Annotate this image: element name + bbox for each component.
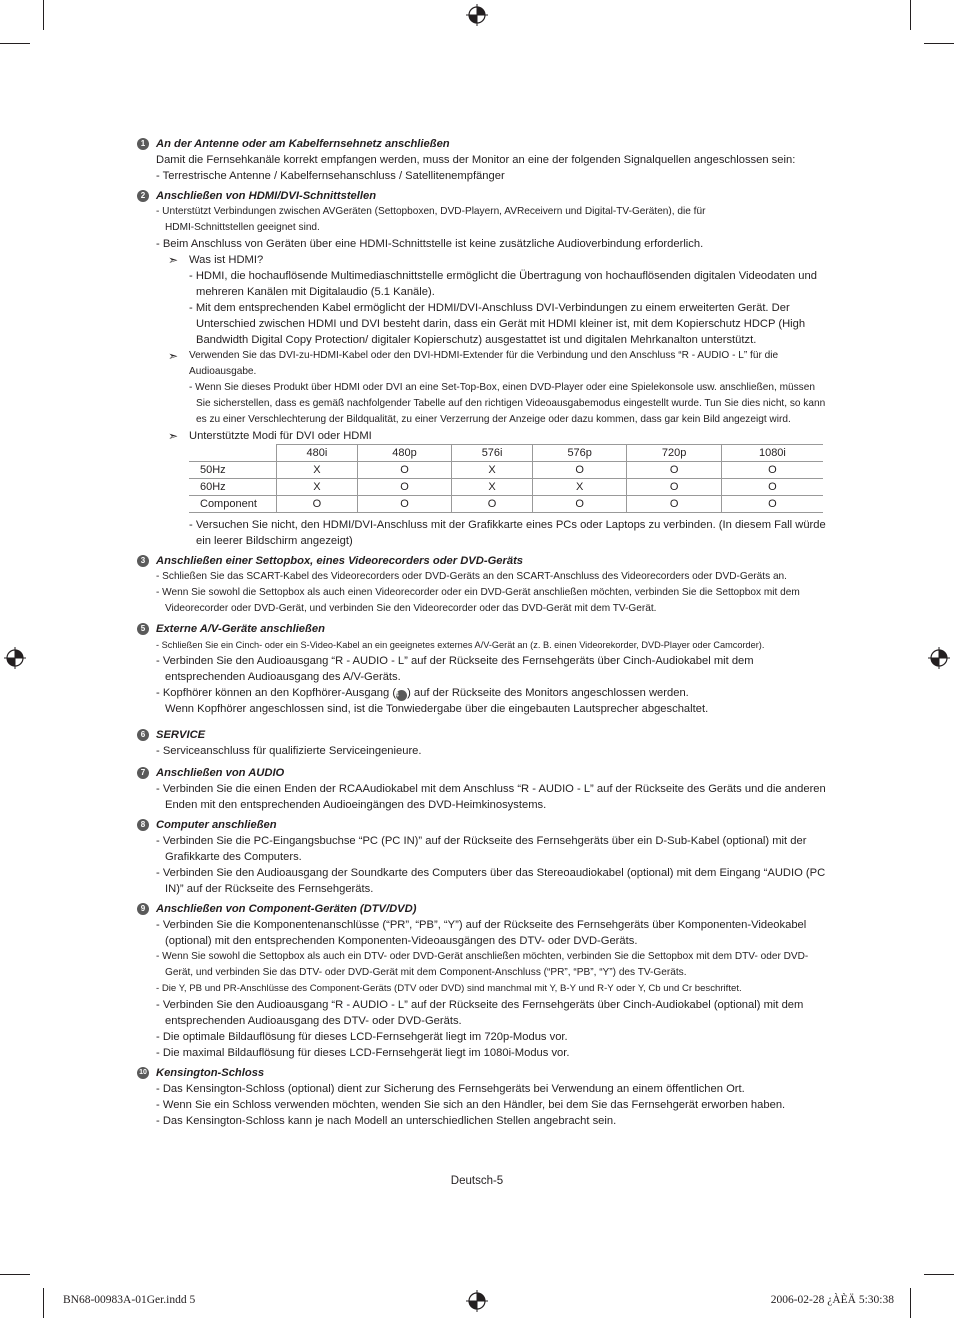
crop-mark <box>910 0 911 30</box>
list-item: - Verbinden Sie den Audioausgang “R - AUDIO - L” auf der Rückseite des Fernsehgeräts über Cinch-Audiokabel (optional) mit dem entsprechenden Audioausgang des DTV- oder DVD-Geräts. <box>156 999 804 1027</box>
registration-crosshair-icon <box>466 1290 488 1312</box>
section-number-badge: 3 <box>137 555 149 567</box>
list-item: - Das Kensington-Schloss (optional) dient zur Sicherung des Fernsehgeräts bei Verwendung an einem öffentlichen Ort. <box>156 1083 745 1095</box>
list-item: - Terrestrische Antenne / Kabelfernsehanschluss / Satellitenempfänger <box>156 170 505 182</box>
registration-crosshair-icon <box>466 4 488 26</box>
list-item: - Wenn Sie ein Schloss verwenden möchten, wenden Sie sich an den Händler, bei dem Sie das Fernsehgerät erworben haben. <box>156 1099 786 1111</box>
section-title: 5 Externe A/V-Geräte anschließen <box>137 621 827 637</box>
section-external-av <box>137 621 827 717</box>
crop-mark <box>910 1288 911 1318</box>
section-component <box>137 901 827 1061</box>
list-item: - Das Kensington-Schloss kann je nach Modell an unterschiedlichen Stellen angebracht sein. <box>156 1115 617 1127</box>
manual-content <box>137 136 827 1129</box>
section-settopbox <box>137 553 827 617</box>
section-title: 1 An der Antenne oder am Kabelfernsehnetz anschließen <box>137 136 827 152</box>
table-cell: X <box>277 462 358 479</box>
table-cell: X <box>452 462 533 479</box>
table-cell: O <box>627 479 721 496</box>
list-item: - Wenn Sie sowohl die Settopbox als auch einen Videorecorder oder ein DVD-Gerät anschließen möchten, verbinden Sie die Settopbox mit dem Videorecorder oder DVD-Gerät, und verbinden Sie den Videorecorder oder das DVD-Gerät mit dem TV-Gerät. <box>156 587 800 614</box>
crop-mark <box>0 43 30 44</box>
section-number-badge: 2 <box>137 190 149 202</box>
section-antenna <box>137 136 827 184</box>
headphone-jack-number-badge: 4 <box>396 690 407 701</box>
table-header-cell: 480p <box>357 445 451 462</box>
crop-mark <box>924 43 954 44</box>
table-cell: O <box>627 462 721 479</box>
section-number-badge: 5 <box>137 623 149 635</box>
supported-modes-table <box>189 444 823 513</box>
section-number-badge: 1 <box>137 138 149 150</box>
list-item: - Die maximal Bildauflösung für dieses LCD-Fernsehgerät liegt im 1080i-Modus vor. <box>156 1047 570 1059</box>
table-cell: X <box>532 479 626 496</box>
list-item: - Die optimale Bildauflösung für dieses LCD-Fernsehgerät liegt im 720p-Modus vor. <box>156 1031 568 1043</box>
table-header-cell: 720p <box>627 445 721 462</box>
table-cell: O <box>721 479 823 496</box>
list-item: - Die Y, PB und PR-Anschlüsse des Component-Geräts (DTV oder DVD) sind manchmal mit Y, B-Y und R-Y oder Y, Cb und Cr beschriftet. <box>156 983 742 994</box>
table-cell: O <box>357 496 451 513</box>
note-arrow-icon: ➣ <box>168 349 179 363</box>
crop-mark <box>43 1288 44 1318</box>
timestamp-slug: 2006-02-28 ¿ÀÈÄ 5:30:38 <box>770 1294 894 1306</box>
table-row <box>189 479 823 496</box>
table-row <box>189 496 823 513</box>
table-row <box>189 462 823 479</box>
table-cell: O <box>357 462 451 479</box>
note-sub-item: - HDMI, die hochauflösende Multimediaschnittstelle ermöglicht die Übertragung von hochauflösenden digitalen Videodaten und mehreren Kanälen mit Digitalaudio (5.1 Kanäle). <box>189 270 817 298</box>
table-header-cell: 576i <box>452 445 533 462</box>
section-number-badge: 9 <box>137 903 149 915</box>
section-number-badge: 7 <box>137 767 149 779</box>
table-header-cell <box>189 445 277 462</box>
list-item: - Beim Anschluss von Geräten über eine HDMI-Schnittstelle ist keine zusätzliche Audioverbindung erforderlich. <box>156 238 704 250</box>
table-cell: O <box>532 462 626 479</box>
section-title: 8 Computer anschließen <box>137 817 827 833</box>
table-cell: O <box>721 462 823 479</box>
list-item: - Serviceanschluss für qualifizierte Serviceingenieure. <box>156 745 422 757</box>
section-title: 2 Anschließen von HDMI/DVI-Schnittstellen <box>137 188 827 204</box>
table-cell: O <box>452 496 533 513</box>
list-item: - Schließen Sie ein Cinch- oder ein S-Video-Kabel an ein geeignetes externes A/V-Gerät an (z. B. einen Videorekorder, DVD-Player oder Camcorder). <box>156 640 765 650</box>
table-cell: O <box>721 496 823 513</box>
note-supported-modes: ➣ Unterstützte Modi für DVI oder HDMI <box>168 429 372 443</box>
list-item: - Verbinden Sie die PC-Eingangsbuchse “PC (PC IN)” auf der Rückseite des Fernsehgeräts über ein D-Sub-Kabel (optional) mit der Grafikkarte des Computers. <box>156 835 807 863</box>
crop-mark <box>0 1274 30 1275</box>
table-header-cell: 480i <box>277 445 358 462</box>
list-item: - Schließen Sie das SCART-Kabel des Videorecorders oder DVD-Geräts an den SCART-Anschluss des Videorecorders oder DVD-Geräts an. <box>156 571 787 582</box>
table-cell: X <box>277 479 358 496</box>
note-sub-item: - Wenn Sie dieses Produkt über HDMI oder DVI an eine Set-Top-Box, einen DVD-Player oder eine Spielekonsole usw. anschließen, müssen Sie sicherstellen, dass es gemäß nachfolgender Tabelle auf den richtigen Videoausgabemodus eingestellt wurde. Tun Sie dies nicht, so kann es zu einer Verschlechterung der Bildqualität, zu einer Verzerrung der Anzeige oder dazu kommen, dass gar kein Bild angezeigt wird. <box>189 382 826 425</box>
table-cell: O <box>627 496 721 513</box>
table-header-cell: 1080i <box>721 445 823 462</box>
table-row-label: Component <box>189 496 277 513</box>
table-cell: O <box>277 496 358 513</box>
table-cell: O <box>532 496 626 513</box>
section-computer <box>137 817 827 897</box>
page-number: Deutsch-5 <box>450 1175 504 1187</box>
list-item: - Verbinden Sie den Audioausgang “R - AUDIO - L” auf der Rückseite des Fernsehgeräts über Cinch-Audiokabel mit dem entsprechenden Audioausgang des A/V-Geräts. <box>156 655 754 683</box>
section-kensington <box>137 1065 827 1129</box>
list-item: - Unterstützt Verbindungen zwischen AVGeräten (Settopboxen, DVD-Playern, AVReceivern und Digital-TV-Geräten), die für <box>156 206 706 217</box>
list-item: - Kopfhörer können an den Kopfhörer-Ausgang (4 ) auf der Rückseite des Monitors angeschlossen werden. <box>156 687 689 699</box>
section-title: 6 SERVICE <box>137 727 827 743</box>
section-hdmi-dvi <box>137 188 827 549</box>
note-dvi-cable: ➣ Verwenden Sie das DVI-zu-HDMI-Kabel oder den DVI-HDMI-Extender für die Verbindung und den Anschluss “R - AUDIO - L” für die Audioausgabe. <box>168 349 779 377</box>
section-service <box>137 727 827 759</box>
note-arrow-icon: ➣ <box>168 253 179 267</box>
file-name-slug: BN68-00983A-01Ger.indd 5 <box>63 1294 196 1306</box>
section-title: 3 Anschließen einer Settopbox, eines Videorecorders oder DVD-Geräts <box>137 553 827 569</box>
section-number-badge: 8 <box>137 819 149 831</box>
table-row-label: 50Hz <box>189 462 277 479</box>
table-cell: X <box>452 479 533 496</box>
list-item: - Wenn Sie sowohl die Settopbox als auch ein DTV- oder DVD-Gerät anschließen möchten, verbinden Sie die Settopbox mit dem DTV- oder DVD-Gerät, und verbinden Sie das DTV- oder DVD-Gerät mit dem Component-Anschluss (“PR”, “PB”, “Y”) des TV-Geräts. <box>156 951 809 978</box>
table-cell: O <box>357 479 451 496</box>
table-header-row <box>189 445 823 462</box>
note-arrow-icon: ➣ <box>168 429 179 443</box>
registration-crosshair-icon <box>928 647 950 669</box>
table-row-label: 60Hz <box>189 479 277 496</box>
section-number-badge: 10 <box>137 1067 149 1079</box>
section-text: Damit die Fernsehkanäle korrekt empfangen werden, muss der Monitor an eine der folgenden Signalquellen angeschlossen sein: <box>156 154 796 166</box>
section-number-badge: 6 <box>137 729 149 741</box>
note-sub-item: - Mit dem entsprechenden Kabel ermöglicht der HDMI/DVI-Anschluss DVI-Verbindungen zu einem erweiterten Gerät. Der Unterschied zwischen HDMI und DVI besteht darin, dass ein Gerät mit HDMI kleiner ist, mit dem Kopierschutz HDCP (High Bandwidth Digital Copy Protection/ digitaler Kopierschutz) ausgestattet ist und digitalen Mehrkanalton unterstützt. <box>189 302 806 346</box>
registration-crosshair-icon <box>4 647 26 669</box>
crop-mark <box>924 1274 954 1275</box>
section-audio <box>137 765 827 813</box>
crop-mark <box>43 0 44 30</box>
list-item: - Verbinden Sie die einen Enden der RCAAudiokabel mit dem Anschluss “R - AUDIO - L” auf der Rückseite des Geräts und die anderen Enden mit den entsprechenden Audioeingängen des DVD-Heimkinosystems. <box>156 783 826 811</box>
list-item-continuation: Wenn Kopfhörer angeschlossen sind, ist die Tonwiedergabe über die eingebauten Lautsprecher abgeschaltet. <box>165 703 709 715</box>
section-title: 9 Anschließen von Component-Geräten (DTV/DVD) <box>137 901 827 917</box>
list-item: - Verbinden Sie die Komponentenanschlüsse (“PR”, “PB”, “Y”) auf der Rückseite des Fernsehgeräts über Komponenten-Videokabel (optional) mit den entsprechenden Komponenten-Videoausgängen des DTV- oder DVD-Geräts. <box>156 919 807 947</box>
section-title: 7 Anschließen von AUDIO <box>137 765 827 781</box>
note-what-is-hdmi: ➣ Was ist HDMI? <box>168 253 264 267</box>
section-title: 10 Kensington-Schloss <box>137 1065 827 1081</box>
list-item-continuation: HDMI-Schnittstellen geeignet sind. <box>165 222 320 233</box>
list-item: - Verbinden Sie den Audioausgang der Soundkarte des Computers über das Stereoaudiokabel (optional) mit dem Eingang “AUDIO (PC IN)” auf der Rückseite des Fernsehgeräts. <box>156 867 826 895</box>
table-header-cell: 576p <box>532 445 626 462</box>
note-sub-item: - Versuchen Sie nicht, den HDMI/DVI-Anschluss mit der Grafikkarte eines PCs oder Laptops zu verbinden. (In diesem Fall würde ein leerer Bildschirm angezeigt) <box>189 519 826 547</box>
